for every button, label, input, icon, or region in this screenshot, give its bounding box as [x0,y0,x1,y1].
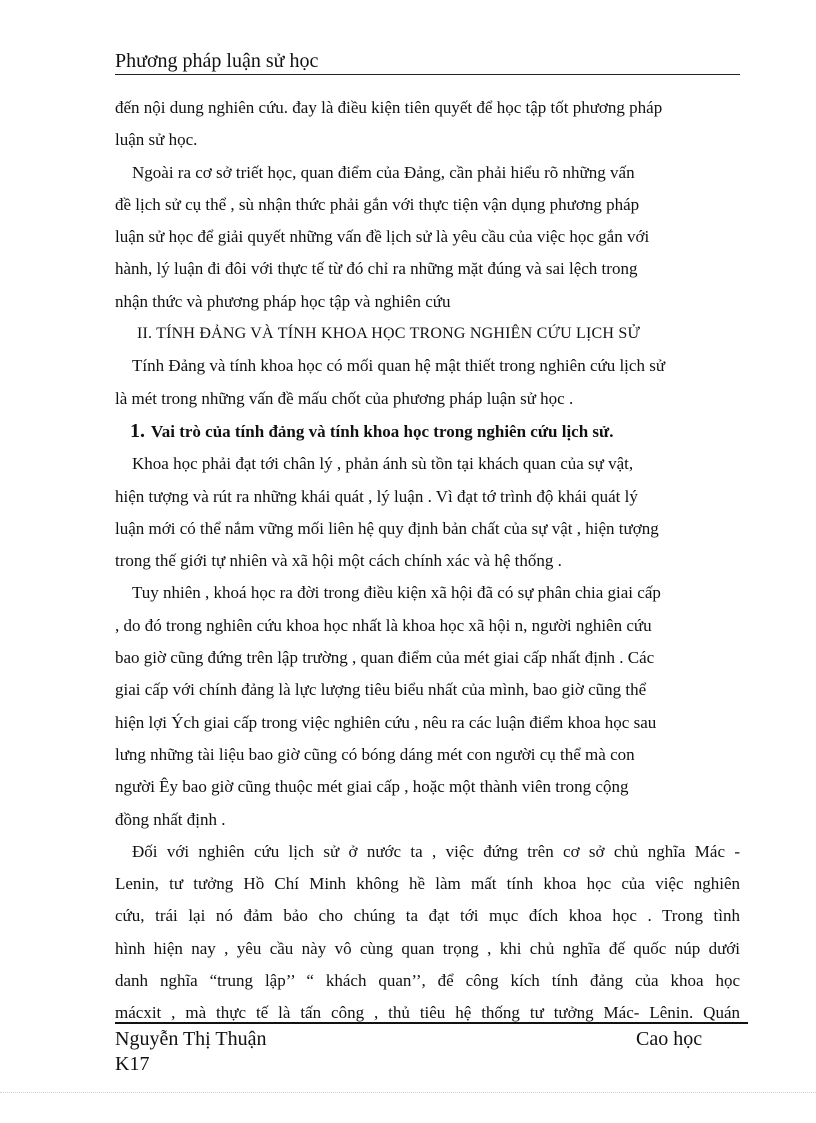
paragraph [115,92,740,157]
footer-cohort: K17 [115,1053,150,1075]
text-line: cứu, trái lại nó đảm bảo cho chúng ta đạt tới mục đích khoa học . Trong tình [115,906,740,926]
footer-author-block [115,1027,266,1077]
text-line: người Êy bao giờ cũng thuộc mét giai cấp , hoặc một thành viên trong cộng [115,777,629,797]
paragraph [115,577,740,835]
subsection-heading [115,415,740,448]
subsection-number: 1. [130,419,145,442]
text-line: Lenin, tư tưởng Hồ Chí Minh không hề làm mất tính khoa học của việc nghiên [115,874,740,894]
text-line: hiện tượng và rút ra những khái quát , lý luận . Vì đạt tớ trình độ khái quát lý [115,486,638,506]
text-line: đề lịch sử cụ thể , sù nhận thức phải gắn với thực tiện vận dụng phương pháp [115,194,640,214]
text-line: mácxit , mà thực tế là tấn công , thủ tiêu hệ thống tư tưởng Mác- Lênin. Quán [115,1003,740,1023]
text-line: luận sử học để giải quyết những vấn đề lịch sử là yêu cầu của việc học gắn với [115,227,650,247]
paragraph [115,350,740,415]
text-line: danh nghĩa “trung lập’’ “ khách quan’’, để công kích tính đảng của khoa học [115,971,740,991]
paragraph [115,157,740,318]
text-line: luận sử học. [115,130,198,150]
text-line: Đối với nghiên cứu lịch sử ở nước ta , việc đứng trên cơ sở chủ nghĩa Mác - [132,841,740,861]
text-line: trong thế giới tự nhiên và xã hội một cách chính xác và hệ thống . [115,551,562,571]
text-line: Tính Đảng và tính khoa học có mối quan hệ mật thiết trong nghiên cứu lịch sử [132,356,666,376]
text-line: đến nội dung nghiên cứu. đay là điều kiện tiên quyết để học tập tốt phương pháp [115,98,663,117]
footer-program: Cao học [636,1028,703,1050]
text-line: hành, lý luận đi đôi với thực tế từ đó chỉ ra những mặt đúng và sai lệch trong [115,259,638,279]
page-bottom-divider [0,1092,816,1093]
text-line: lưng những tài liệu bao giờ cũng có bóng dáng mét con người cụ thể mà con [115,744,635,764]
subsection-title: Vai trò của tính đảng và tính khoa học trong nghiên cứu lịch sử. [151,421,614,441]
text-line: đồng nhất định . [115,809,226,829]
text-line: , do đó trong nghiên cứu khoa học nhất là khoa học xã hội n, người nghiên cứu [115,615,652,635]
footer-rule [115,1022,748,1024]
footer-author: Nguyễn Thị Thuận [115,1028,267,1050]
section-heading: II. TÍNH ĐẢNG VÀ TÍNH KHOA HỌC TRONG NGHIÊN CỨU LỊCH SỬ [137,325,641,343]
text-line: hiện lợi Ých giai cấp trong việc nghiên cứu , nêu ra các luận điểm khoa học sau [115,712,657,732]
text-line: bao giờ cũng đứng trên lập trường , quan điểm của mét giai cấp nhất định . Các [115,648,655,668]
text-line: Ngoài ra cơ sở triết học, quan điểm của Đảng, cần phải hiểu rõ những vấn [132,162,635,182]
document-body [115,92,740,1030]
text-line: hình hiện nay , yêu cầu này vô cùng quan trọng , khi chủ nghĩa đế quốc núp dưới [115,938,740,958]
text-line: nhận thức và phương pháp học tập và nghiên cứu [115,291,451,311]
running-header: Phương pháp luận sử học [115,50,319,72]
text-line: là mét trong những vấn đề mấu chốt của phương pháp luận sử học . [115,388,574,408]
paragraph [115,836,740,1030]
text-line: Khoa học phải đạt tới chân lý , phản ánh sù tồn tại khách quan của sự vật, [132,454,634,474]
paragraph [115,448,740,577]
header-rule [115,74,740,75]
text-line: giai cấp với chính đảng là lực lượng tiêu biểu nhất của mình, bao giờ cũng thể [115,680,647,700]
text-line: luận mới có thể nắm vững mối liên hệ quy định bản chất của sự vật , hiện tượng [115,518,659,538]
text-line: Tuy nhiên , khoá học ra đời trong điều kiện xã hội đã có sự phân chia giai cấp [132,583,661,603]
